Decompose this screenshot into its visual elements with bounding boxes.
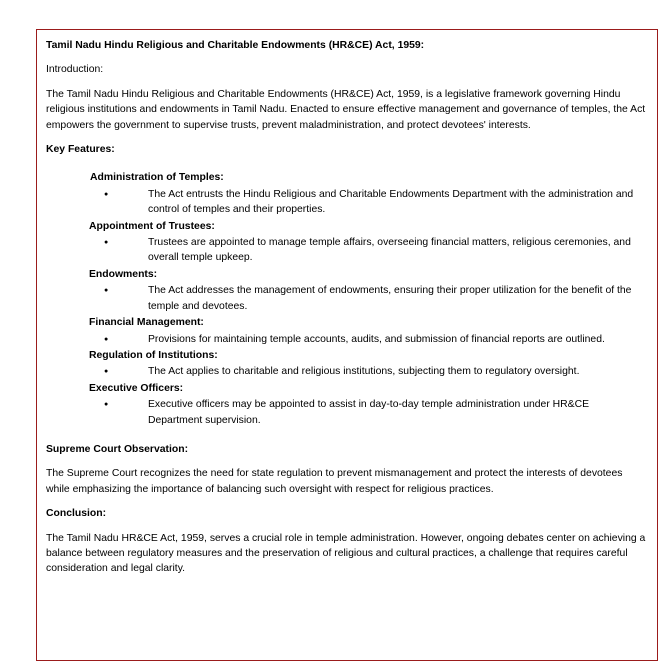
feature-item: [46, 348, 648, 380]
feature-title: Financial Management:: [89, 317, 204, 329]
feature-bullet-text: Provisions for maintaining temple accounts, audits, and submission of financial reports are outlined.: [148, 333, 605, 345]
feature-title: Appointment of Trustees:: [89, 220, 215, 232]
bullet-icon: ●: [104, 239, 109, 247]
list-item: [46, 235, 648, 266]
intro-heading: Introduction:: [46, 64, 104, 76]
feature-item: [46, 267, 648, 314]
feature-title: Executive Officers:: [89, 382, 184, 394]
feature-item: [46, 315, 648, 347]
key-features-heading: Key Features:: [46, 144, 115, 156]
document-frame: [36, 29, 658, 661]
feature-bullet-text: The Act applies to charitable and religious institutions, subjecting them to regulatory oversight.: [148, 366, 580, 378]
bullet-icon: ●: [104, 287, 109, 295]
feature-title: Administration of Temples:: [90, 172, 224, 184]
bullet-icon: ●: [104, 368, 109, 376]
supreme-court-paragraph: The Supreme Court recognizes the need for state regulation to prevent mismanagement and protect the interests of devotees while emphasizing the importance of balancing such oversight with respect for religious practices.: [46, 468, 623, 495]
feature-item: [46, 219, 648, 266]
conclusion-paragraph: The Tamil Nadu HR&CE Act, 1959, serves a crucial role in temple administration. However, ongoing debates center on achieving a balance between regulatory measures and the preservation of religious and cultural practices, a challenge that requires careful consideration and legal clarity.: [46, 532, 646, 575]
list-item: [46, 187, 648, 218]
bullet-icon: ●: [104, 335, 109, 343]
features-list: [46, 170, 648, 428]
document-title: Tamil Nadu Hindu Religious and Charitable Endowments (HR&CE) Act, 1959:: [46, 40, 425, 51]
list-item: [46, 364, 648, 379]
feature-title: Endowments:: [89, 268, 158, 280]
feature-bullet-text: The Act entrusts the Hindu Religious and Charitable Endowments Department with the administration and control of temples and their properties.: [148, 188, 634, 216]
feature-bullet-text: The Act addresses the management of endowments, ensuring their proper utilization for the benefit of the temple and devotees.: [148, 285, 632, 312]
feature-bullet-text: Trustees are appointed to manage temple affairs, overseeing financial matters, religious ceremonies, and overall temple upkeep.: [148, 237, 631, 264]
feature-item: [46, 381, 648, 428]
list-item: [46, 397, 648, 428]
list-item: [46, 332, 648, 347]
conclusion-heading: Conclusion:: [46, 508, 107, 520]
list-item: [46, 283, 648, 314]
intro-paragraph: The Tamil Nadu Hindu Religious and Charitable Endowments (HR&CE) Act, 1959, is a legislative framework governing Hindu religious institutions and endowments in Tamil Nadu. Enacted to ensure effective management and governance of temples, the Act empowers the government to supervise trusts, prevent maladministration, and protect devotees' interests.: [46, 88, 646, 131]
bullet-icon: ●: [104, 190, 109, 198]
feature-item: [46, 170, 648, 217]
feature-title: Regulation of Institutions:: [89, 349, 218, 361]
supreme-court-heading: Supreme Court Observation:: [46, 443, 189, 455]
bullet-icon: ●: [104, 401, 109, 409]
feature-bullet-text: Executive officers may be appointed to assist in day-to-day temple administration under HR&CE Department supervision.: [148, 399, 590, 426]
